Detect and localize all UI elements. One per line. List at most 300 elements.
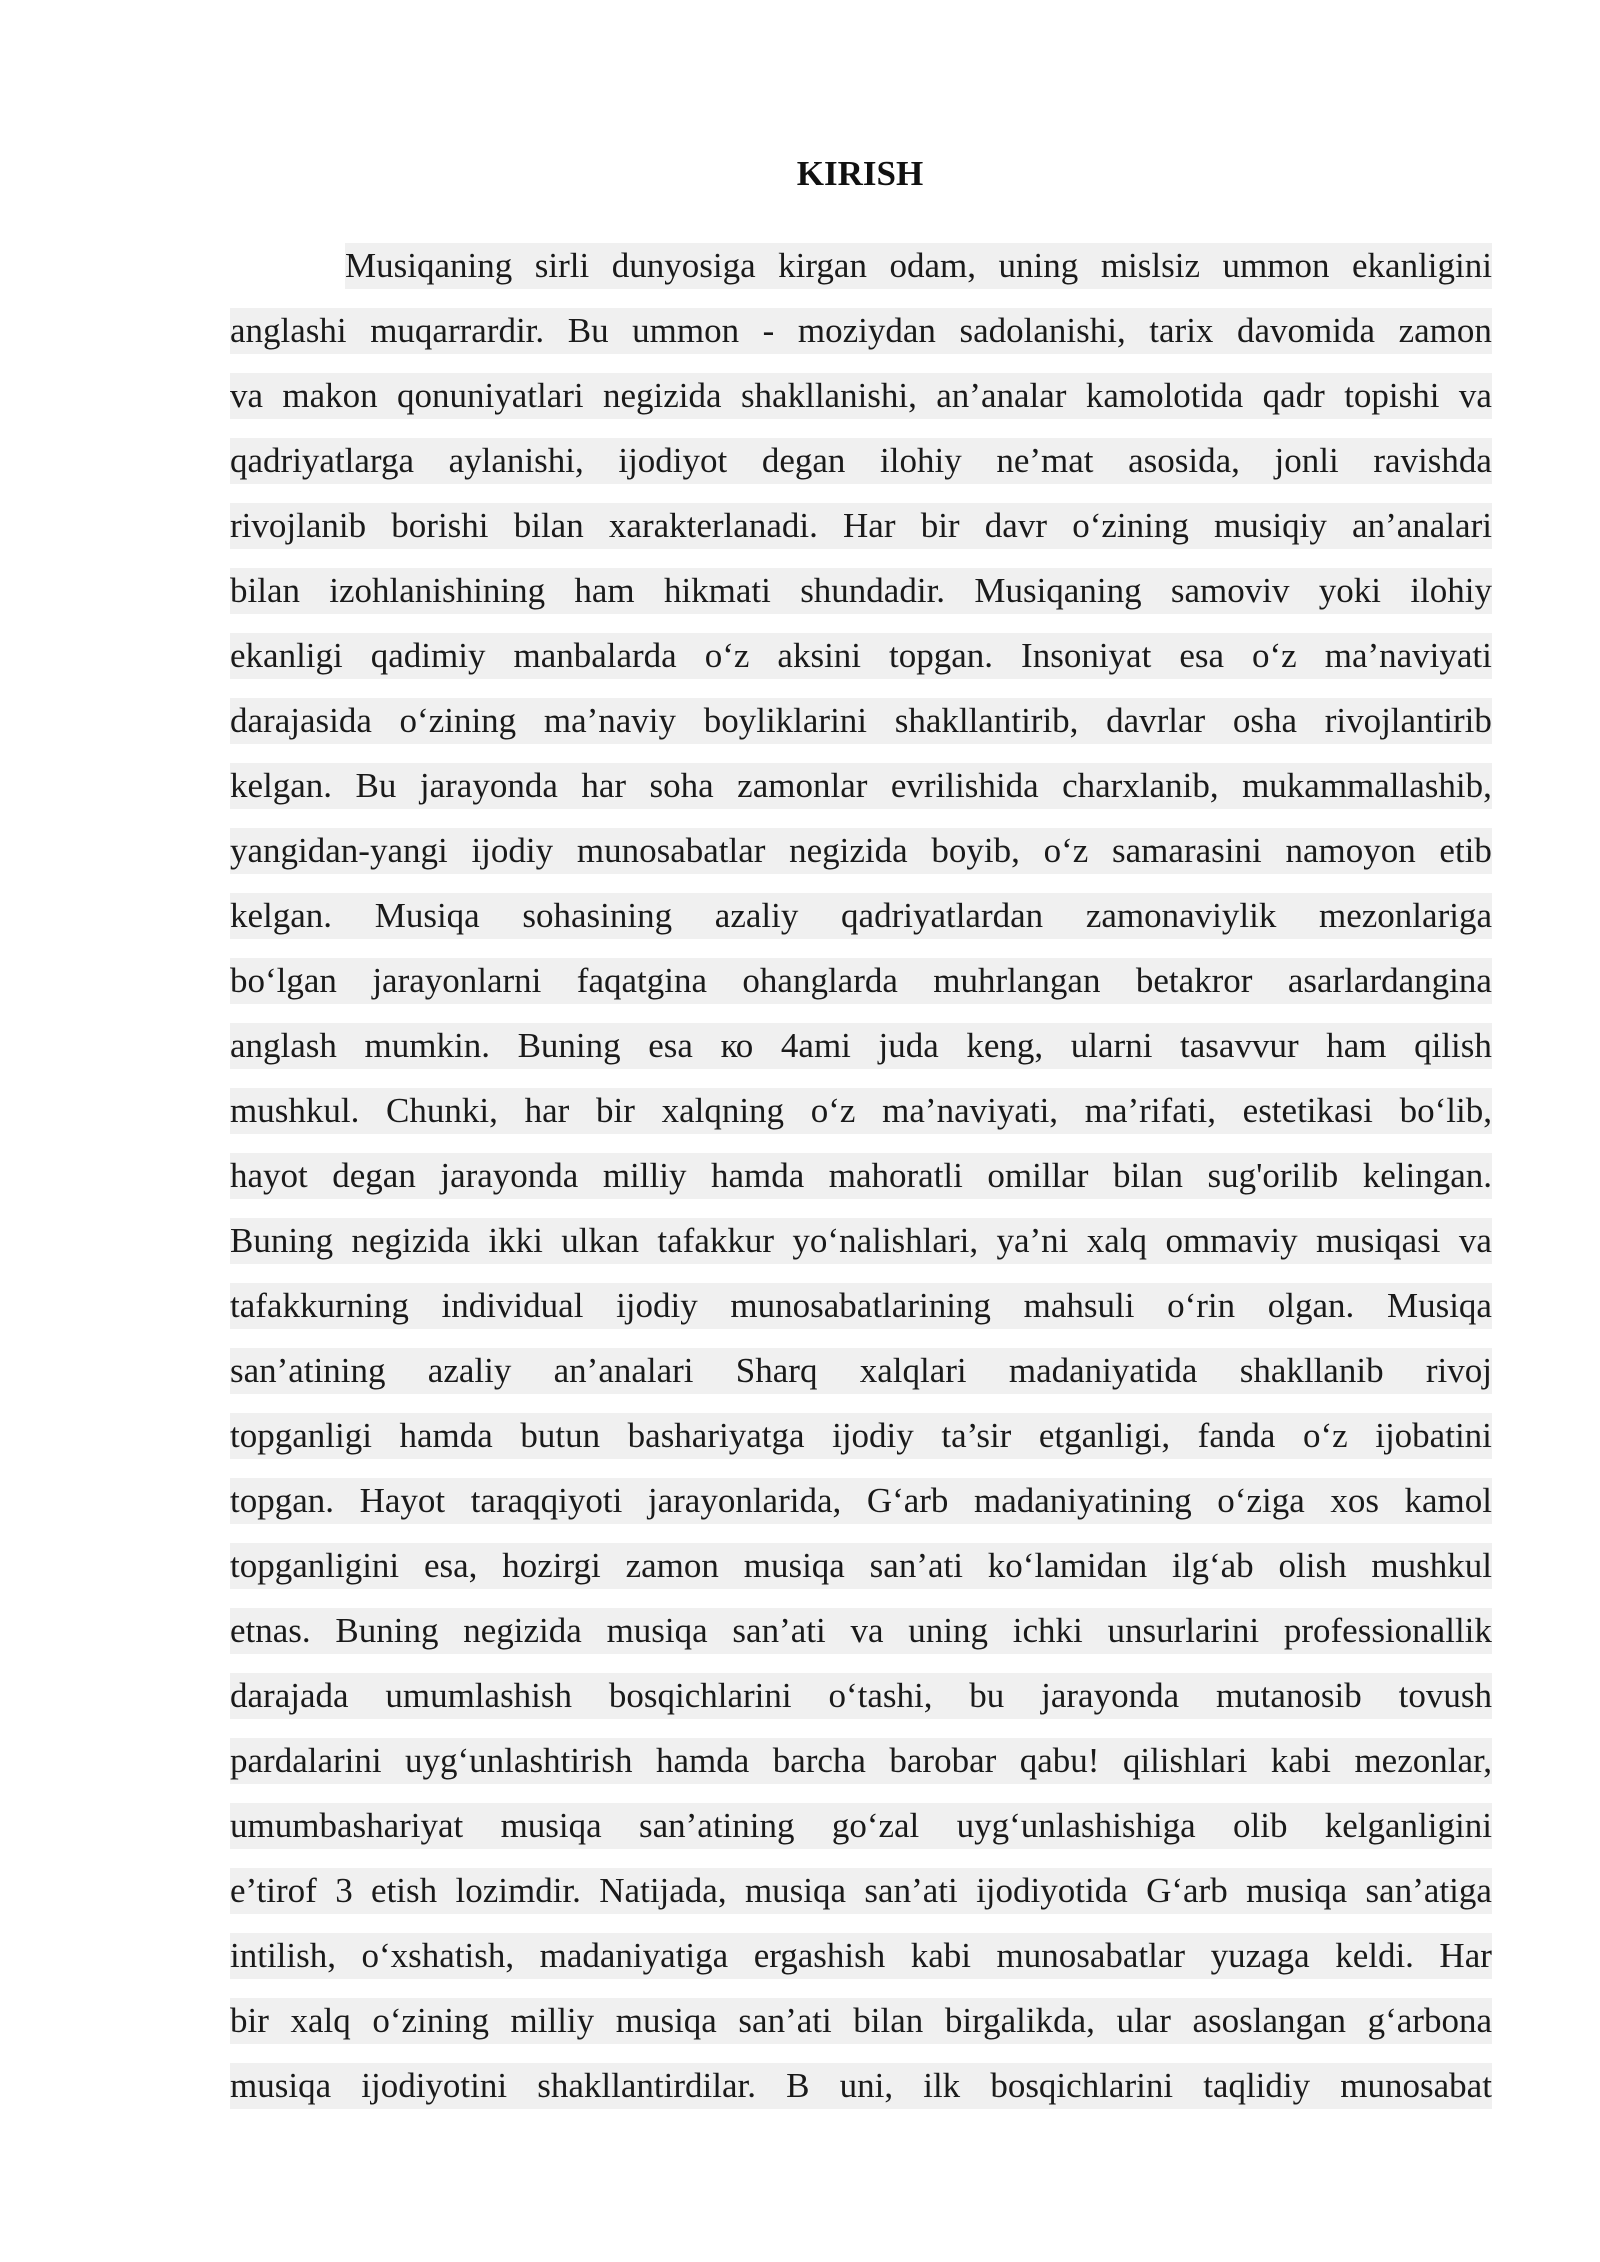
text-line (230, 308, 1492, 373)
word: muqarrardir. (370, 311, 545, 350)
word: mumkin. (364, 1026, 490, 1065)
word: san’ati (732, 1611, 826, 1650)
word: yo‘nalishlari, (792, 1221, 979, 1260)
word: xarakterlanadi. (608, 506, 818, 545)
word: darajasida (230, 701, 372, 740)
text-line-content (230, 1543, 1492, 1589)
word: san’atiga (1365, 1871, 1492, 1910)
word: intilish, (230, 1936, 336, 1975)
word: mislsiz (1100, 246, 1200, 285)
word: zamonlar (737, 766, 868, 805)
word: ravishda (1373, 441, 1492, 480)
word: mezonlar, (1354, 1741, 1492, 1780)
text-line (230, 1933, 1492, 1998)
word: o‘zining (399, 701, 517, 740)
word: zamonaviylik (1085, 896, 1277, 935)
word: mahoratli (828, 1156, 963, 1195)
text-line-content (230, 698, 1492, 744)
text-line-content (230, 1348, 1492, 1394)
word: jonli (1274, 441, 1339, 480)
word: Musiqaning (345, 246, 513, 285)
word: izohlanishining (329, 571, 546, 610)
word: shakllantirdilar. (537, 2066, 756, 2105)
word: G‘arb (866, 1481, 949, 1520)
word: milliy (510, 2001, 595, 2040)
text-line (230, 568, 1492, 633)
word: ma’rifati, (1084, 1091, 1216, 1130)
text-line-content (230, 1413, 1492, 1459)
word: san’ati (869, 1546, 963, 1585)
word: mutanosib (1215, 1676, 1362, 1715)
word: an’analar (936, 376, 1067, 415)
word: e’tirof (230, 1871, 317, 1910)
word: musiqa (606, 1611, 708, 1650)
word: tafakkur (657, 1221, 775, 1260)
word: umumlashish (385, 1676, 573, 1715)
word: kelgan. (230, 766, 333, 805)
word: olgan. (1267, 1286, 1355, 1325)
word: shakllanishi, (740, 376, 917, 415)
word: san’ati (864, 1871, 958, 1910)
word: asosida, (1128, 441, 1240, 480)
word: bilan (1112, 1156, 1183, 1195)
word: hikmati (663, 571, 771, 610)
word: pardalarini (230, 1741, 382, 1780)
word: musiqa (1246, 1871, 1348, 1910)
word: bashariyatga (627, 1416, 805, 1455)
word: umumbashariyat (230, 1806, 464, 1845)
word: borishi (391, 506, 489, 545)
text-line-content (230, 1608, 1492, 1654)
word: Hayot (359, 1481, 446, 1520)
page-title: KIRISH (796, 154, 924, 193)
word: hamda (655, 1741, 750, 1780)
word: an’analari (553, 1351, 694, 1390)
text-line (230, 763, 1492, 828)
text-line-content (230, 1803, 1492, 1849)
text-line (230, 243, 1492, 308)
text-line (230, 1153, 1492, 1218)
word: qilish (1414, 1026, 1492, 1065)
word: faqatgina (576, 961, 708, 1000)
word: o‘zining (1072, 506, 1189, 545)
word: davrlar (1106, 701, 1206, 740)
word: madaniyatining (974, 1481, 1192, 1520)
word: Musiqaning (974, 571, 1142, 610)
text-line-content (230, 1023, 1492, 1069)
text-line (230, 828, 1492, 893)
word: butun (520, 1416, 601, 1455)
text-line (230, 373, 1492, 438)
word: bilan (853, 2001, 924, 2040)
text-line (230, 1738, 1492, 1803)
word: kamol (1404, 1481, 1492, 1520)
word: esa (1179, 636, 1225, 675)
text-line-content (230, 1868, 1492, 1914)
word: azaliy (427, 1351, 512, 1390)
text-line-content (345, 243, 1492, 289)
word: bo‘lgan (230, 961, 337, 1000)
word: topgan. (230, 1481, 335, 1520)
word: keng, (966, 1026, 1044, 1065)
word: boyib, (931, 831, 1020, 870)
word: musiqa (743, 1546, 845, 1585)
word: Buning (517, 1026, 621, 1065)
word: Buning (230, 1221, 334, 1260)
word: jarayonda (419, 766, 558, 805)
word: anglashi (230, 311, 347, 350)
text-line-content (230, 308, 1492, 354)
text-line (230, 2063, 1492, 2128)
text-line (230, 633, 1492, 698)
word: o‘ziga (1217, 1481, 1305, 1520)
word: mezonlariga (1319, 896, 1492, 935)
text-line (230, 1543, 1492, 1608)
word: evrilishida (890, 766, 1039, 805)
word: kirgan (778, 246, 867, 285)
text-line-content (230, 373, 1492, 419)
word: hozirgi (502, 1546, 601, 1585)
word: charxlanib, (1062, 766, 1219, 805)
word: hamda (399, 1416, 493, 1455)
word: Buning (335, 1611, 439, 1650)
word: etib (1439, 831, 1492, 870)
word: sadolanishi, (959, 311, 1126, 350)
word: etish (371, 1871, 438, 1910)
text-line (230, 1023, 1492, 1088)
text-line-content (230, 828, 1492, 874)
word: ilohiy (880, 441, 962, 480)
word: ham (574, 571, 635, 610)
word: keldi. (1335, 1936, 1414, 1975)
word: musiqa (744, 1871, 847, 1910)
word: ijodiyot (618, 441, 728, 480)
word: manbalarda (513, 636, 677, 675)
word: musiqa (230, 2066, 332, 2105)
word: samarasini (1112, 831, 1262, 870)
text-line (230, 1608, 1492, 1673)
word: sug'orilib (1207, 1156, 1339, 1195)
word: ular (1116, 2001, 1171, 2040)
word: hamda (710, 1156, 805, 1195)
word: jarayonda (1041, 1676, 1180, 1715)
word: munosabatlarining (730, 1286, 991, 1325)
word: xos (1330, 1481, 1379, 1520)
word: ichki (1012, 1611, 1083, 1650)
word: lozimdir. (455, 1871, 581, 1910)
word: olish (1278, 1546, 1347, 1585)
word: namoyon (1285, 831, 1416, 870)
word: ilohiy (1410, 571, 1492, 610)
text-line-content (230, 1283, 1492, 1329)
word: kelingan. (1362, 1156, 1492, 1195)
word: shundadir. (800, 571, 946, 610)
word: ulkan (561, 1221, 640, 1260)
word: qadriyatlarga (230, 441, 414, 480)
word: anglash (230, 1026, 337, 1065)
word: rivoj (1425, 1351, 1492, 1390)
word: aylanishi, (448, 441, 584, 480)
word: negizida (789, 831, 908, 870)
word: barobar (889, 1741, 997, 1780)
word: ijobatini (1375, 1416, 1492, 1455)
word: o‘z (1302, 1416, 1348, 1455)
word: uni, (839, 2066, 894, 2105)
word: uyg‘unlashishiga (956, 1806, 1196, 1845)
text-line (230, 1413, 1492, 1478)
word: ilg‘ab (1172, 1546, 1254, 1585)
text-line (230, 893, 1492, 958)
text-line-content (230, 1738, 1492, 1784)
word: Har (843, 506, 896, 545)
word: go‘zal (831, 1806, 920, 1845)
word: taraqqiyoti (470, 1481, 623, 1520)
word: 4ami (780, 1026, 851, 1065)
word: fanda (1197, 1416, 1276, 1455)
word: etnas. (230, 1611, 311, 1650)
word: va (1458, 376, 1492, 415)
word: har (581, 766, 627, 805)
word: jarayonda (440, 1156, 579, 1195)
text-line (230, 438, 1492, 503)
word: xalq (290, 2001, 351, 2040)
text-line (230, 1478, 1492, 1543)
word: boyliklarini (703, 701, 868, 740)
word: kelganligini (1324, 1806, 1492, 1845)
word: ma’naviy (543, 701, 677, 740)
word: bosqichlarini (608, 1676, 792, 1715)
word: qabu! (1019, 1741, 1100, 1780)
word: - (762, 311, 775, 350)
text-line (230, 1218, 1492, 1283)
word: o‘zining (372, 2001, 489, 2040)
word: asoslangan (1192, 2001, 1347, 2040)
text-line-content (230, 1673, 1492, 1719)
word: esa, (423, 1546, 478, 1585)
word: shakllanib (1239, 1351, 1384, 1390)
word: musiqa (500, 1806, 602, 1845)
word: G‘arb (1146, 1871, 1228, 1910)
text-line-content (230, 1153, 1492, 1199)
word: Natijada, (599, 1871, 727, 1910)
word: qilishlari (1122, 1741, 1248, 1780)
word: topganligi (230, 1416, 372, 1455)
word: kabi (1270, 1741, 1331, 1780)
word: 3 (335, 1871, 353, 1910)
word: topgan. (889, 636, 994, 675)
word: bir (230, 2001, 269, 2040)
word: mushkul (1371, 1546, 1492, 1585)
text-line-content (230, 2063, 1492, 2109)
word: ikki (488, 1221, 543, 1260)
word: kabi (910, 1936, 972, 1975)
word: jarayonlarni (372, 961, 542, 1000)
word: madaniyatida (1008, 1351, 1198, 1390)
word: Insoniyat (1021, 636, 1152, 675)
word: juda (878, 1026, 939, 1065)
word: bilan (513, 506, 584, 545)
word: ko‘lamidan (987, 1546, 1148, 1585)
word: shakllantirib, (894, 701, 1079, 740)
word: jarayonlarida, (647, 1481, 842, 1520)
word: uning (998, 246, 1079, 285)
text-line-content (230, 1478, 1492, 1524)
word: davomida (1236, 311, 1376, 350)
word: asarlardangina (1287, 961, 1492, 1000)
word: qadimiy (370, 636, 486, 675)
word: degan (332, 1156, 416, 1195)
word: va (850, 1611, 884, 1650)
word: ijodiy (832, 1416, 914, 1455)
word: uning (908, 1611, 988, 1650)
word: ummon (1222, 246, 1330, 285)
word: Musiqa (374, 896, 480, 935)
word: unsurlarini (1107, 1611, 1260, 1650)
word: ta’sir (941, 1416, 1012, 1455)
word: o‘z (810, 1091, 856, 1130)
word: o‘z (1043, 831, 1089, 870)
text-line (230, 1283, 1492, 1348)
word: sohasining (522, 896, 673, 935)
word: ijodiyotini (361, 2066, 508, 2105)
word: Har (1439, 1936, 1492, 1975)
word: muhrlangan (933, 961, 1101, 1000)
word: ma’naviyati, (882, 1091, 1059, 1130)
word: B (786, 2066, 810, 2105)
word: soha (649, 766, 714, 805)
text-line (230, 1868, 1492, 1933)
word: barcha (772, 1741, 866, 1780)
word: bo‘lib, (1399, 1091, 1492, 1130)
word: ularni (1070, 1026, 1153, 1065)
word: Musiqa (1386, 1286, 1492, 1325)
word: o‘rin (1167, 1286, 1236, 1325)
word: negizida (463, 1611, 582, 1650)
word: negizida (351, 1221, 471, 1260)
word: ijodiy (471, 831, 554, 870)
word: tarix (1149, 311, 1214, 350)
word: ilk (923, 2066, 961, 2105)
text-line (230, 1803, 1492, 1868)
word: ne’mat (996, 441, 1094, 480)
text-line-content (230, 958, 1492, 1004)
word: bosqichlarini (990, 2066, 1174, 2105)
word: munosabatlar (996, 1936, 1186, 1975)
word: musiqiy (1214, 506, 1327, 545)
word: musiqasi (1316, 1221, 1441, 1260)
word: xalqlari (859, 1351, 967, 1390)
word: munosabatlar (576, 831, 766, 870)
word: ya’ni (996, 1221, 1069, 1260)
word: rivojlanib (230, 506, 367, 545)
word: qadr (1262, 376, 1325, 415)
word: Bu (567, 311, 609, 350)
word: rivojlantirib (1324, 701, 1492, 740)
word: hayot (230, 1156, 308, 1195)
text-line-content (230, 503, 1492, 549)
word: va (230, 376, 264, 415)
text-line-content (230, 1998, 1492, 2044)
text-line-content (230, 1088, 1492, 1134)
word: esa (648, 1026, 693, 1065)
text-line (230, 958, 1492, 1023)
word: ummon (632, 311, 740, 350)
text-line (230, 503, 1492, 568)
word: betakror (1135, 961, 1253, 1000)
word: bu (969, 1676, 1005, 1715)
text-line (230, 1998, 1492, 2063)
word: birgalikda, (944, 2001, 1095, 2040)
text-line (230, 1673, 1492, 1738)
word: xalqning (661, 1091, 785, 1130)
word: o‘z (1252, 636, 1297, 675)
word: samoviv (1170, 571, 1290, 610)
word: bir (595, 1091, 635, 1130)
word: topishi (1344, 376, 1440, 415)
word: musiqa (615, 2001, 717, 2040)
word: mushkul. (230, 1091, 360, 1130)
word: qadriyatlardan (841, 896, 1044, 935)
text-line-content (230, 1933, 1492, 1979)
word: milliy (602, 1156, 687, 1195)
word: ohanglarda (742, 961, 898, 1000)
word: ma’naviyati (1324, 636, 1492, 675)
word: moziydan (797, 311, 936, 350)
word: xalq (1086, 1221, 1148, 1260)
word: san’atining (230, 1351, 386, 1390)
word: mukammallashib, (1242, 766, 1492, 805)
word: kamolotida (1085, 376, 1244, 415)
word: ijodiyotida (976, 1871, 1128, 1910)
word: azaliy (714, 896, 799, 935)
word: g‘arbona (1367, 2001, 1492, 2040)
word: tafakkurning (230, 1286, 409, 1325)
word: dunyosiga (611, 246, 756, 285)
word: qonuniyatlari (397, 376, 584, 415)
word: har (524, 1091, 570, 1130)
word: yoki (1318, 571, 1382, 610)
word: davr (984, 506, 1047, 545)
word: munosabat (1340, 2066, 1492, 2105)
word: tasavvur (1180, 1026, 1299, 1065)
word: ijodiy (616, 1286, 698, 1325)
word: individual (441, 1286, 584, 1325)
word: zamon (1398, 311, 1492, 350)
word: ekanligini (1352, 246, 1492, 285)
text-line-content (230, 633, 1492, 679)
word: darajada (230, 1676, 349, 1715)
word: ко (720, 1026, 754, 1065)
word: zamon (625, 1546, 719, 1585)
word: makon (282, 376, 378, 415)
word: yangidan-yangi (230, 831, 448, 870)
word: madaniyatiga (539, 1936, 729, 1975)
word: Sharq (735, 1351, 818, 1390)
word: va (1458, 1221, 1492, 1260)
word: Chunki, (386, 1091, 498, 1130)
word: yuzaga (1210, 1936, 1310, 1975)
word: taqlidiy (1203, 2066, 1311, 2105)
word: bir (920, 506, 960, 545)
text-line (230, 698, 1492, 763)
word: tovush (1398, 1676, 1492, 1715)
word: professionallik (1283, 1611, 1492, 1650)
word: etganligi, (1038, 1416, 1171, 1455)
word: ergashish (753, 1936, 886, 1975)
word: san’atining (638, 1806, 795, 1845)
text-line-content (230, 763, 1492, 809)
word: sirli (534, 246, 590, 285)
